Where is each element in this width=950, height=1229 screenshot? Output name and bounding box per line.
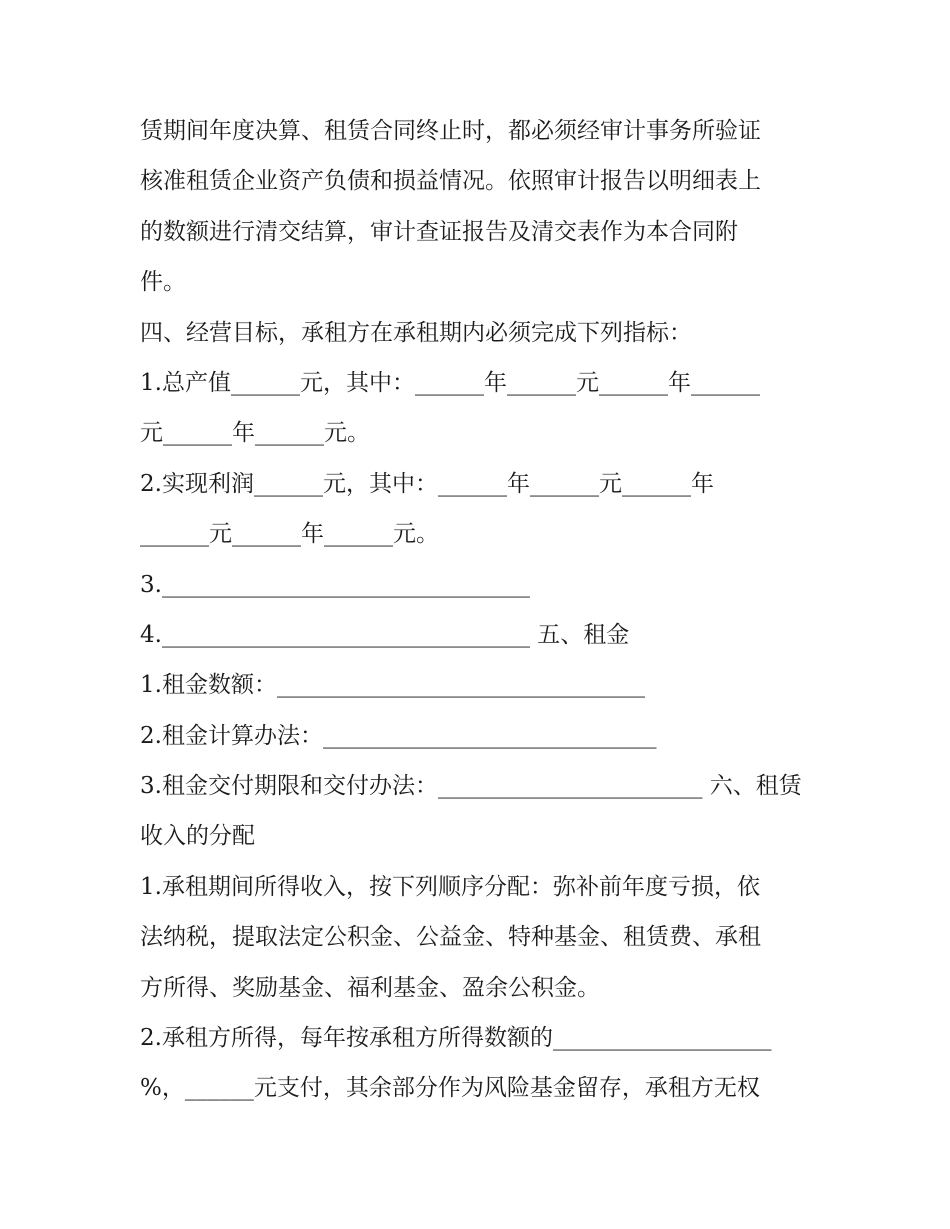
text-line: 核准租赁企业资产负债和损益情况。依照审计报告以明细表上 xyxy=(140,168,761,195)
section-heading-business-goals: 四、经营目标，承租方在承租期内必须完成下列指标： xyxy=(140,319,692,346)
text-line: 1.租金数额：________________________________ xyxy=(140,672,645,699)
contract-body xyxy=(140,106,830,1114)
text-line: 法纳税，提取法定公积金、公益金、特种基金、租赁费、承租 xyxy=(140,924,761,951)
text-line: 的数额进行清交结算，审计查证报告及清交表作为本合同附 xyxy=(140,218,738,245)
text-line: 2.承租方所得，每年按承租方所得数额的___________________ xyxy=(140,1025,772,1052)
text-line: 3.________________________________ xyxy=(140,571,530,598)
text-line: 件。 xyxy=(140,269,186,296)
text-line: 收入的分配 xyxy=(140,823,255,850)
text-line: %，______元支付，其余部分作为风险基金留存，承租方无权 xyxy=(140,1075,760,1102)
text-line: 2.实现利润______元，其中：______年______元______年 xyxy=(140,470,714,497)
text-line: 2.租金计算办法：_____________________________ xyxy=(140,722,657,749)
text-line: 4.________________________________ 五、租金 xyxy=(140,621,630,648)
text-line: 1.总产值______元，其中：______年______元______年______ xyxy=(140,369,760,396)
text-line: 方所得、奖励基金、福利基金、盈余公积金。 xyxy=(140,974,600,1001)
text-line: 元______年______元。 xyxy=(140,420,370,447)
text-line: 3.租金交付期限和交付办法：_______________________ 六、租赁 xyxy=(140,773,802,800)
text-line: 赁期间年度决算、租赁合同终止时，都必须经审计事务所验证 xyxy=(140,118,761,144)
text-line: ______元______年______元。 xyxy=(140,521,439,548)
text-line: 1.承租期间所得收入，按下列顺序分配：弥补前年度亏损，依 xyxy=(140,873,760,900)
